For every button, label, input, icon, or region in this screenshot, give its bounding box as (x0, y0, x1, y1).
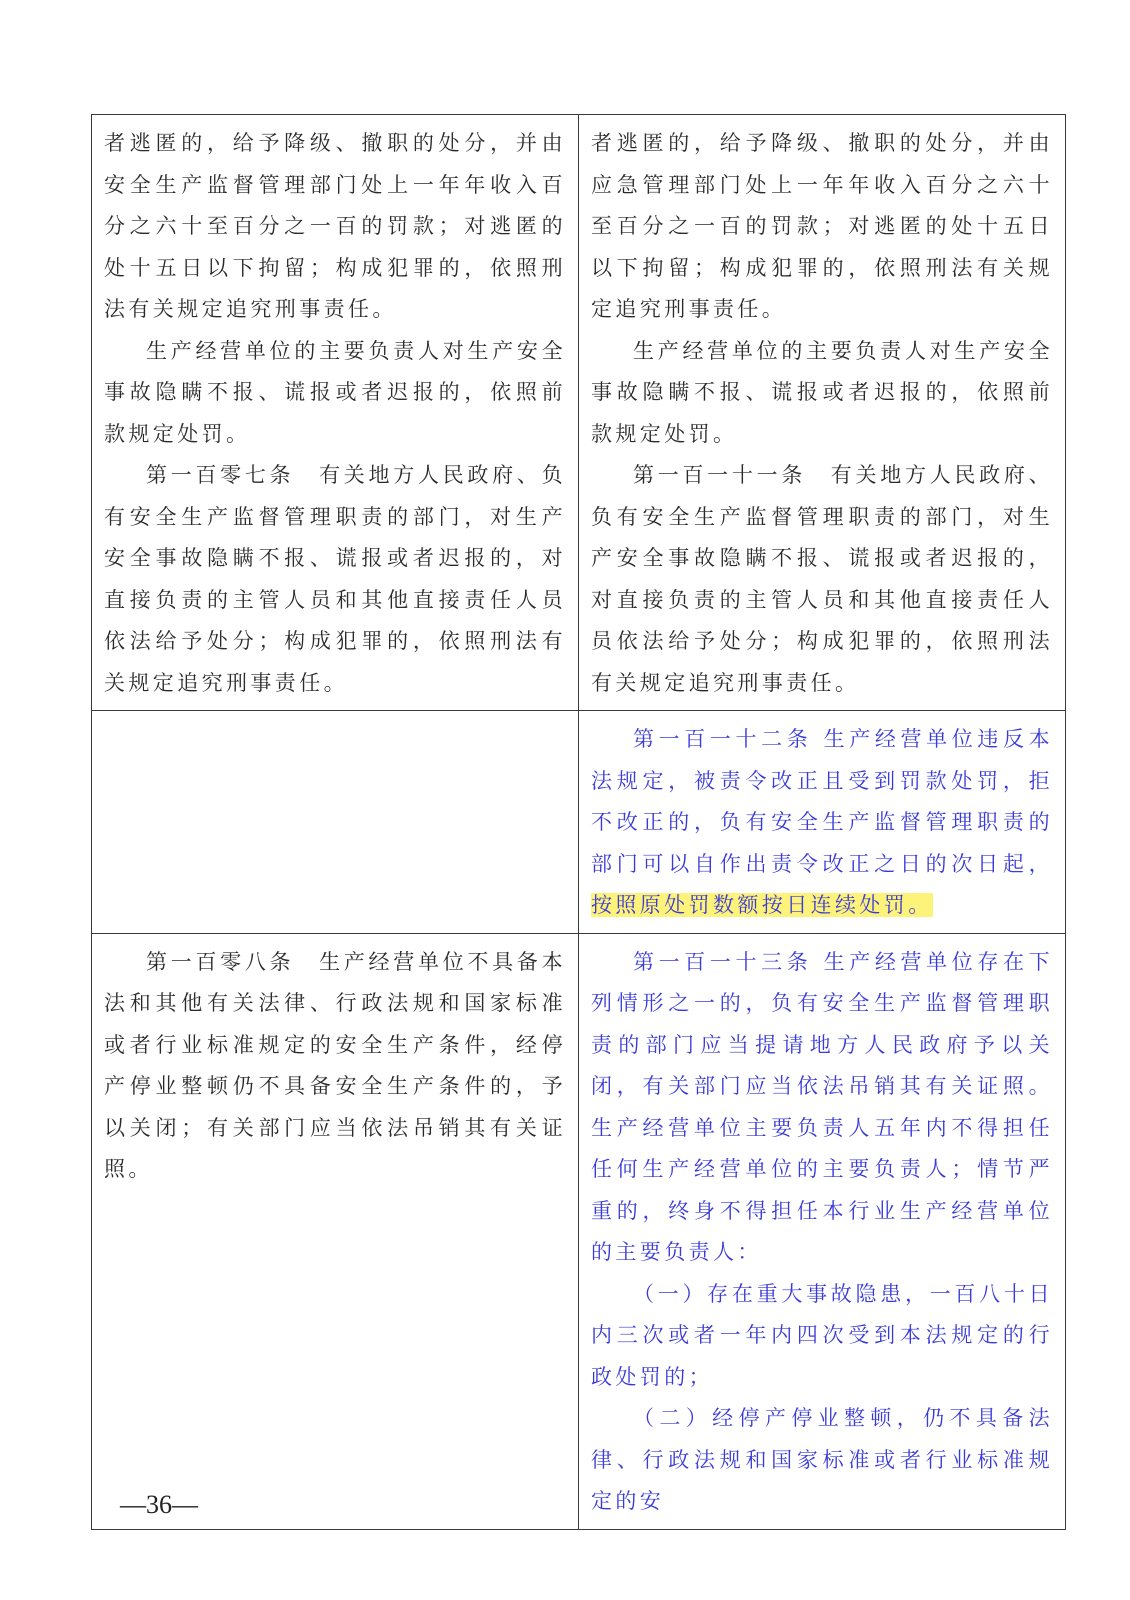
old-text-cell-empty (92, 711, 579, 934)
comparison-table (91, 114, 1066, 1530)
new-text-cell (579, 933, 1066, 1529)
page-number: —36— (120, 1490, 198, 1519)
article-112-text: 第一百一十二条 生产经营单位违反本法规定，被责令改正且受到罚款处罚，拒不改正的，负有安全生产监督管理职责的部门可以自作出责令改正之日的次日起， (591, 727, 1053, 876)
paragraph: 者逃匿的，给予降级、撤职的处分，并由应急管理部门处上一年年收入百分之六十至百分之一百的罚款；对逃匿的处十五日以下拘留；构成犯罪的，依照刑法有关规定追究刑事责任。 (591, 131, 1053, 321)
article-108: 第一百零八条 生产经营单位不具备本法和其他有关法律、行政法规和国家标准或者行业标准规定的安全生产条件，经停产停业整顿仍不具备安全生产条件的，予以关闭；有关部门应当依法吊销其有关证照。 (104, 949, 566, 1181)
list-item: （一）存在重大事故隐患，一百八十日内三次或者一年内四次受到本法规定的行政处罚的； (591, 1281, 1053, 1389)
article-107: 第一百零七条 有关地方人民政府、负有安全生产监督管理职责的部门，对生产安全事故隐瞒不报、谎报或者迟报的，对直接负责的主管人员和其他直接责任人员依法给予处分；构成犯罪的，依照刑法有关规定追究刑事责任。 (104, 463, 566, 695)
table-row (92, 711, 1066, 934)
list-item: （二）经停产停业整顿，仍不具备法律、行政法规和国家标准或者行业标准规定的安 (591, 1406, 1053, 1513)
old-text-cell (92, 115, 579, 711)
table-row (92, 933, 1066, 1529)
new-text-cell (579, 115, 1066, 711)
paragraph: 生产经营单位的主要负责人对生产安全事故隐瞒不报、谎报或者迟报的，依照前款规定处罚。 (104, 338, 566, 446)
new-text-cell (579, 711, 1066, 934)
table-row (92, 115, 1066, 711)
article-113: 第一百一十三条 生产经营单位存在下列情形之一的，负有安全生产监督管理职责的部门应当提请地方人民政府予以关闭，有关部门应当依法吊销其有关证照。生产经营单位主要负责人五年内不得担任任何生产经营单位的主要负责人；情节严重的，终身不得担任本行业生产经营单位的主要负责人： (591, 949, 1053, 1264)
highlighted-text: 按照原处罚数额按日连续处罚。 (591, 893, 933, 917)
article-111: 第一百一十一条 有关地方人民政府、负有安全生产监督管理职责的部门，对生产安全事故隐瞒不报、谎报或者迟报的，对直接负责的主管人员和其他直接责任人员依法给予处分；构成犯罪的，依照刑法有关规定追究刑事责任。 (591, 463, 1053, 695)
paragraph: 者逃匿的，给予降级、撤职的处分，并由安全生产监督管理部门处上一年年收入百分之六十至百分之一百的罚款；对逃匿的处十五日以下拘留；构成犯罪的，依照刑法有关规定追究刑事责任。 (104, 131, 566, 321)
old-text-cell (92, 933, 579, 1529)
article-112 (591, 719, 1053, 927)
paragraph: 生产经营单位的主要负责人对生产安全事故隐瞒不报、谎报或者迟报的，依照前款规定处罚。 (591, 338, 1053, 446)
